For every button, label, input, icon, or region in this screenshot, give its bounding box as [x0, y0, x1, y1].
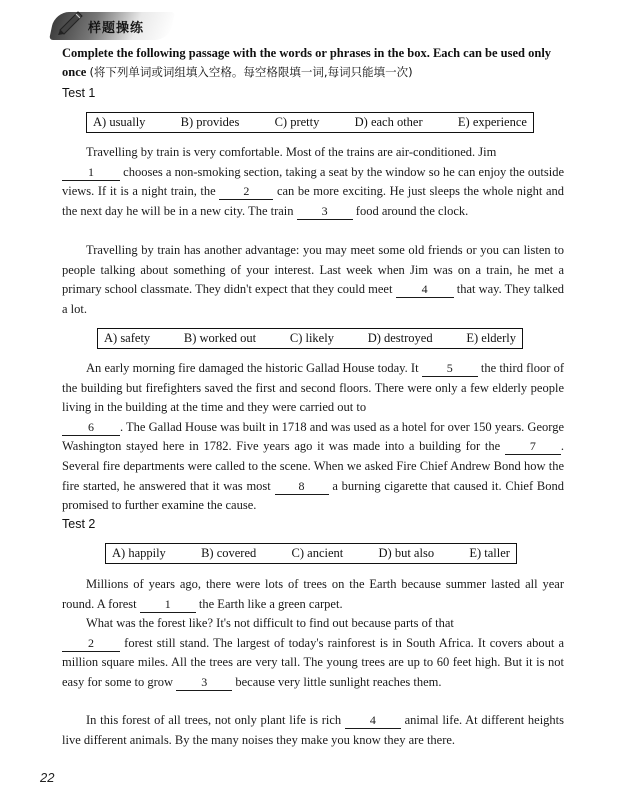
- answer-blank-3: 3: [297, 204, 353, 220]
- word-box-2-option: E) elderly: [466, 331, 516, 345]
- word-box-2-option: B) worked out: [183, 331, 257, 345]
- passage-3-paragraph-2: [62, 614, 564, 692]
- word-box-3-option: B) covered: [201, 546, 257, 560]
- word-box-1-option: C) pretty: [274, 115, 320, 129]
- passage-2-paragraph: [62, 359, 564, 516]
- word-box-1-option: B) provides: [180, 115, 240, 129]
- word-box-2-option: C) likely: [289, 331, 334, 345]
- text-segment: food around the clock.: [355, 203, 469, 218]
- text-segment: that way. They talked a lot.: [62, 282, 565, 316]
- answer-blank-7: 7: [505, 439, 561, 455]
- word-box-2: [97, 328, 523, 349]
- answer-blank-2: 2: [219, 184, 273, 200]
- text-segment: because very little sunlight reaches them.: [235, 674, 442, 689]
- text-segment: Travelling by train is very comfortable. Most of the trains are air-conditioned. Jim: [86, 145, 497, 159]
- word-box-1-option: A) usually: [93, 115, 146, 129]
- answer-blank-t2-4: 4: [345, 713, 401, 729]
- text-segment: can be more exciting. He just sleeps the whole night and the next day he will be in a new city. The train: [62, 184, 564, 218]
- passage-1-paragraph-2: [62, 241, 564, 319]
- text-segment: Travelling by train has another advantage: you may meet some old friends or you can listen to people talking about something of your interest. Last week when Jim was on a train, he met a primary school classmate. They didn't expect that they could meet: [62, 243, 564, 297]
- word-box-3-option: E) taller: [469, 546, 510, 560]
- word-box-3-option: A) happily: [112, 546, 166, 560]
- answer-blank-t2-3: 3: [176, 675, 232, 691]
- text-segment: the Earth like a green carpet.: [198, 596, 343, 611]
- page-number: 22: [40, 770, 55, 785]
- answer-blank-4: 4: [396, 282, 454, 298]
- text-segment: animal life. At different heights live different animals. By the many noises they make you know they are there.: [62, 713, 565, 747]
- word-box-1-option: D) each other: [354, 115, 423, 129]
- answer-blank-6: 6: [62, 420, 120, 436]
- answer-blank-t2-1: 1: [140, 597, 196, 613]
- section-title: 样题操练: [88, 21, 145, 36]
- word-box-2-option: D) destroyed: [367, 331, 433, 345]
- answer-blank-t2-2: 2: [62, 636, 120, 652]
- instructions-cn: (将下列单词或词组填入空格。每空格限填一词,每词只能填一次): [89, 65, 413, 79]
- text-segment: the third floor of the building but firefighters saved the first and second floors. There were only a few elderly people living in the building at the time and they were carried out to: [62, 361, 564, 415]
- section-header: [58, 10, 166, 40]
- passage-3-paragraph-3: [62, 711, 564, 750]
- word-box-3-option: C) ancient: [291, 546, 344, 560]
- answer-blank-5: 5: [422, 361, 478, 377]
- test-2-label: Test 2: [62, 517, 96, 531]
- text-segment: What was the forest like? It's not difficult to find out because parts of that: [86, 616, 454, 630]
- test-1-label: Test 1: [62, 86, 96, 100]
- answer-blank-8: 8: [275, 479, 329, 495]
- answer-blank-1: 1: [62, 165, 120, 181]
- text-segment: An early morning fire damaged the historic Gallad House today. It: [86, 361, 419, 375]
- word-box-1: [86, 112, 534, 133]
- text-segment: . The Gallad House was built in 1718 and was used as a hotel for over 150 years. George Washington stayed here in 1782. Five years ago it was made into a building for the: [62, 419, 564, 454]
- pen-icon: [56, 6, 86, 36]
- instructions-en: Complete the following passage with the words or phrases in the box. Each can be used only once: [62, 46, 552, 79]
- passage-3-paragraph-1: [62, 575, 564, 614]
- text-segment: In this forest of all trees, not only plant life is rich: [86, 713, 342, 727]
- text-segment: . Several fire departments were called to the scene. When we asked Fire Chief Andrew Bond how the fire started, he answered that it was most: [62, 439, 565, 493]
- instructions: [62, 44, 564, 82]
- word-box-3: [105, 543, 517, 564]
- passage-1-paragraph-1: [62, 143, 564, 221]
- text-segment: forest still stand. The largest of today's rainforest is in South Africa. It covers about a million square miles. All the trees are very tall. The young trees are up to 60 feet high. But it is not easy for some to grow: [62, 635, 564, 689]
- word-box-3-option: D) but also: [378, 546, 435, 560]
- text-segment: a burning cigarette that caused it. Chief Bond promised to further examine the cause.: [62, 478, 565, 513]
- text-segment: Millions of years ago, there were lots of trees on the Earth because summer lasted all year round. A forest: [62, 577, 564, 611]
- text-segment: chooses a non-smoking section, taking a seat by the window so he can enjoy the outside views. If it is a night train, the: [62, 164, 565, 199]
- word-box-2-option: A) safety: [104, 331, 151, 345]
- word-box-1-option: E) experience: [457, 115, 527, 129]
